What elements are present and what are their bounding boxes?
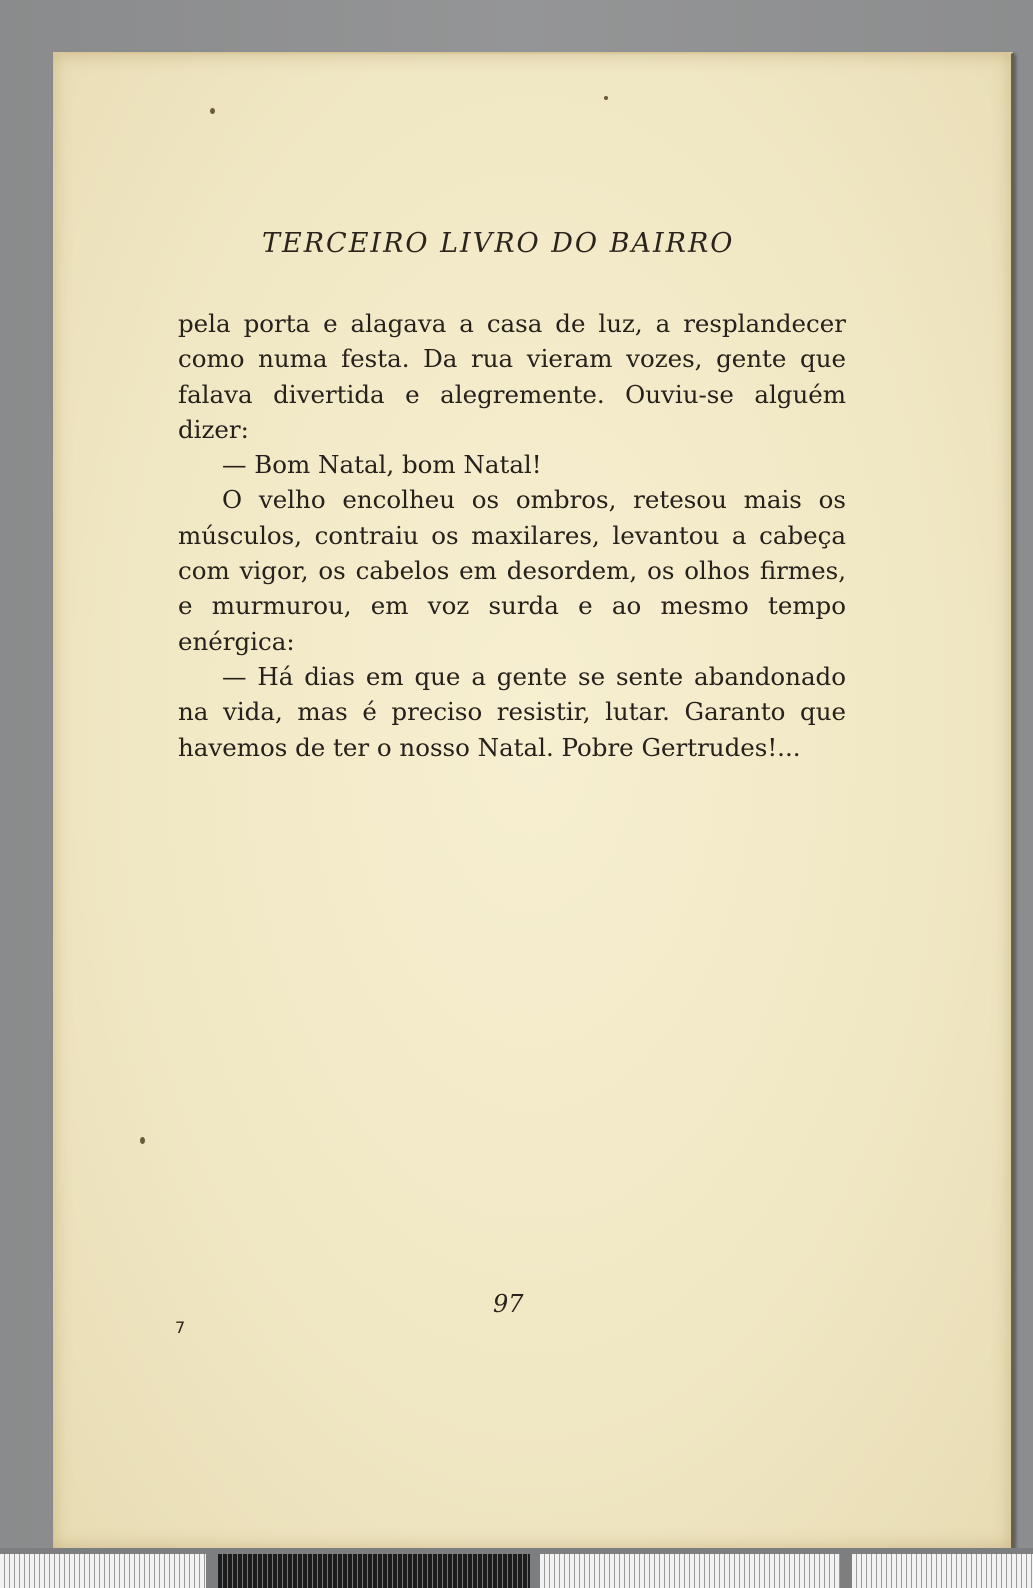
page-number: 97 xyxy=(493,1290,524,1318)
paper-speck xyxy=(210,108,215,114)
running-head: TERCEIRO LIVRO DO BAIRRO xyxy=(262,228,735,259)
paragraph-1: pela porta e alagava a casa de luz, a resplandecer como numa festa. Da rua vieram vozes, gente que falava divertida e alegremente. Ouviu-se alguém dizer: xyxy=(178,309,846,444)
paper-speck xyxy=(604,96,608,100)
paragraph-2: — Bom Natal, bom Natal! xyxy=(222,450,542,480)
paragraph-4: — Há dias em que a gente se sente abandonado na vida, mas é preciso resistir, lutar. Garanto que havemos de ter o nosso Natal. Pobre Gertrudes!... xyxy=(178,661,846,762)
ruler-segment xyxy=(852,1554,1033,1588)
scale-ruler xyxy=(0,1548,1033,1588)
paper-speck xyxy=(140,1137,145,1144)
body-text xyxy=(178,306,846,765)
ruler-segment xyxy=(0,1554,206,1588)
ruler-segment xyxy=(540,1554,840,1588)
book-page xyxy=(53,52,1014,1548)
paragraph-3: O velho encolheu os ombros, retesou mais os músculos, contraiu os maxilares, levantou a cabeça com vigor, os cabelos em desordem, os olhos firmes, e murmurou, em voz surda e ao mesmo tempo enérgica: xyxy=(178,485,846,656)
ruler-segment xyxy=(218,1554,530,1588)
signature-mark: 7 xyxy=(175,1318,186,1337)
